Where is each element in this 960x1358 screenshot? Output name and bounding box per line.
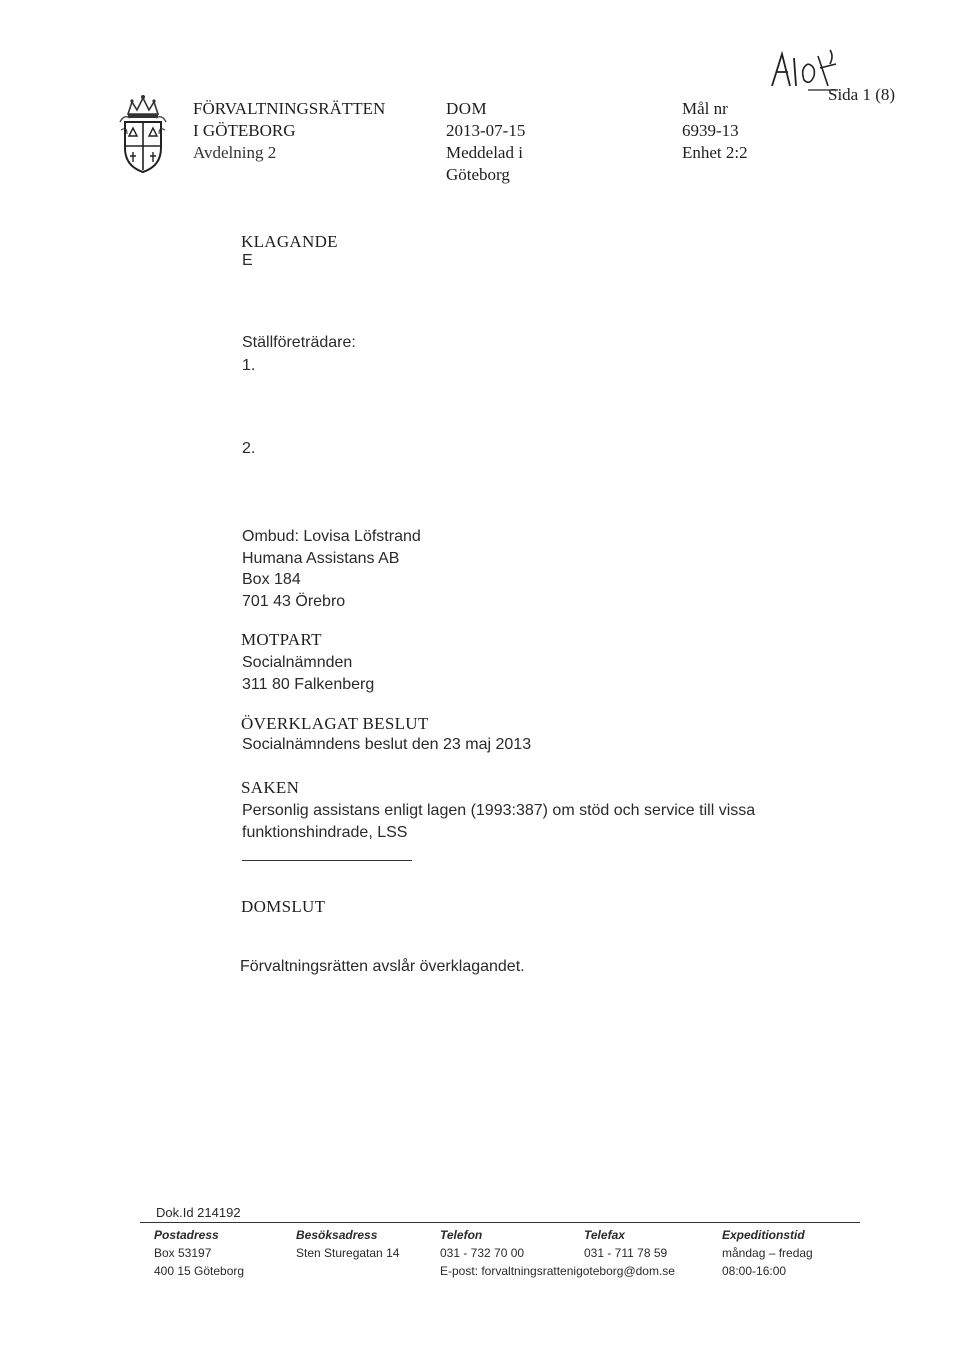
footer-rule [140,1222,860,1223]
judgment-text: Förvaltningsrätten avslår överklagandet. [240,958,525,975]
page-number: Sida 1 (8) [828,85,896,104]
document-type: DOM [446,99,488,118]
opponent-heading: MOTPART [241,630,322,649]
hours-heading: Expeditionstid [722,1228,805,1242]
agent-line: Humana Assistans AB [242,549,400,567]
matter-line: Personlig assistans enligt lagen (1993:387) om stöd och service till vissa [242,802,756,819]
document-info [446,98,525,186]
opponent-line: Socialnämnden [242,654,353,671]
matter-block [242,800,755,844]
agent-line: Ombud: Lovisa Löfstrand [242,528,421,545]
opponent-line: 311 80 Falkenberg [242,676,375,693]
postal-line: 400 15 Göteborg [154,1264,245,1278]
case-unit: Enhet 2:2 [682,143,748,162]
footer-fax [584,1226,667,1262]
postal-heading: Postadress [154,1228,219,1242]
fax-number: 031 - 711 78 59 [584,1246,668,1260]
court-name [193,98,385,164]
hours-time: 08:00-16:00 [722,1264,787,1278]
appealed-decision-text: Socialnämndens beslut den 23 maj 2013 [242,736,532,753]
appellant-heading: KLAGANDE [241,232,338,251]
case-info [682,98,748,164]
representative-2: 2. [242,440,256,457]
footer-postal [154,1226,244,1280]
agent-line: Box 184 [242,571,301,588]
matter-line: funktionshindrade, LSS [242,824,408,841]
appealed-decision-heading: ÖVERKLAGAT BESLUT [241,714,429,733]
issued-city: Göteborg [446,165,510,184]
court-emblem-icon [118,92,168,174]
agent-line: 701 43 Örebro [242,592,346,610]
agent-block [242,526,421,612]
document-date: 2013-07-15 [446,121,526,140]
court-name-line1: FÖRVALTNINGSRÄTTEN [193,99,386,118]
phone-heading: Telefon [440,1228,483,1242]
email-address: E-post: forvaltningsrattenigoteborg@dom.se [440,1264,675,1278]
footer-visit [296,1226,399,1262]
postal-line: Box 53197 [154,1246,212,1260]
court-division: Avdelning 2 [193,143,277,162]
visit-heading: Besöksadress [296,1228,378,1242]
representatives-label: Ställföreträdare: [242,334,356,351]
representative-1: 1. [242,357,256,374]
issued-label: Meddelad i [446,143,523,162]
footer-hours [722,1226,813,1280]
appellant-name: E [242,252,253,269]
document-id: Dok.Id 214192 [156,1205,241,1220]
fax-heading: Telefax [584,1228,625,1242]
phone-number: 031 - 732 70 00 [440,1246,525,1260]
hours-days: måndag – fredag [722,1246,813,1260]
court-name-line2: I GÖTEBORG [193,121,296,140]
matter-heading: SAKEN [241,778,300,797]
visit-line: Sten Sturegatan 14 [296,1246,400,1260]
opponent-block [242,652,374,696]
section-divider [242,860,412,861]
case-label: Mål nr [682,99,728,118]
case-number: 6939-13 [682,121,739,140]
judgment-heading: DOMSLUT [241,897,326,916]
